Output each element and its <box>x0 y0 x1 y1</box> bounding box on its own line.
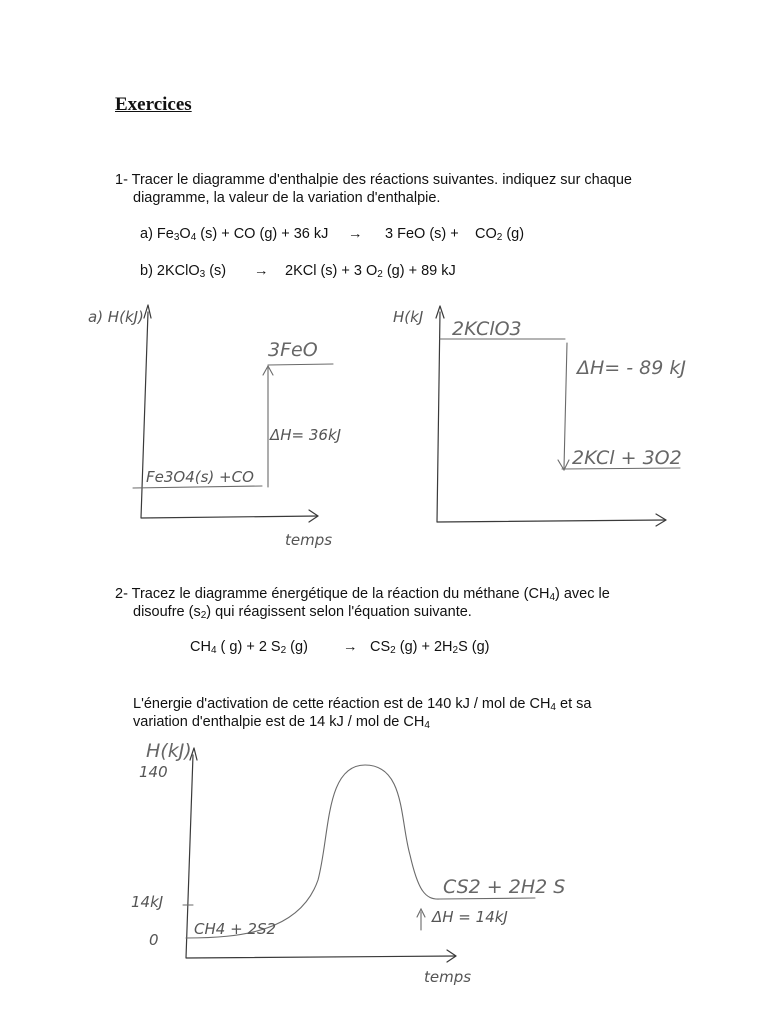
ex2-text: 2- Tracez le diagramme énergétique de la réaction du méthane (CH <box>115 586 550 602</box>
eq-a-sub: 4 <box>190 232 197 243</box>
eq-b-sub: 3 <box>199 269 206 280</box>
diagram-c-delta-label: ΔH = 14kJ <box>432 908 508 926</box>
eq2-arrow: → <box>343 639 358 655</box>
exercise-1-instruction-line-2: diagramme, la valeur de la variation d'enthalpie. <box>133 190 441 206</box>
eq-b-part: (g) + 89 kJ <box>382 263 456 279</box>
eq2-part: CH <box>190 639 211 655</box>
ex2-text: ) avec le <box>555 586 610 602</box>
eq2-part: ( g) + 2 S <box>216 639 281 655</box>
ex2-sub: 4 <box>549 592 555 603</box>
eq-a-part: CO <box>475 226 497 242</box>
diagram-c-level-label: 14kJ <box>131 893 164 911</box>
ex2-sub: 2 <box>200 610 207 621</box>
eq2-sub: 2 <box>452 645 459 656</box>
exercise-1-instruction-line-1: 1- Tracer le diagramme d'enthalpie des réactions suivantes. indiquez sur chaque <box>115 172 633 188</box>
diagram-a-delta-label: ΔH= 36kJ <box>270 426 342 444</box>
diagram-b-delta-label: ΔH= - 89 kJ <box>577 357 686 379</box>
diagram-c-zero-label: 0 <box>149 931 159 949</box>
diagram-b-delta-arrow <box>564 343 567 468</box>
act-text: et sa <box>555 696 592 712</box>
eq2-part: (g) + 2H <box>395 639 453 655</box>
diagram-c-axis-label: H(kJ) <box>146 740 192 762</box>
eq-a-part: (s) + CO (g) + 36 kJ <box>196 226 329 242</box>
diagram-b-product-label: 2KCl + 3O2 <box>572 447 682 469</box>
energy-diagram-methane <box>131 740 565 986</box>
diagram-a-product-level <box>268 364 333 365</box>
diagram-a-axis-label: a) H(kJ) <box>88 308 144 326</box>
diagram-b-reactant-label: 2KClO3 <box>452 318 522 340</box>
eq-b-arrow: → <box>254 263 269 279</box>
ex2-text: disoufre (s <box>133 604 201 620</box>
enthalpy-diagram-a <box>88 305 341 549</box>
eq-b-sub: 2 <box>377 269 383 280</box>
eq2-part: CS <box>370 639 391 655</box>
diagram-c-product-label: CS2 + 2H2 S <box>443 876 566 898</box>
eq-b-part: 2KCl (s) + 3 O <box>285 263 378 279</box>
act-text: L'énergie d'activation de cette réaction est de 140 kJ / mol de CH <box>133 696 551 712</box>
eq2-sub: 2 <box>390 645 396 656</box>
diagram-a-product-label: 3FeO <box>268 339 318 361</box>
diagram-c-reactant-label: CH4 + 2S2 <box>194 920 277 938</box>
diagram-b-axis-label: H(kJ <box>393 308 424 326</box>
eq2-part: S (g) <box>458 639 490 655</box>
eq-b-part: b) 2KClO <box>140 263 200 279</box>
eq2-sub: 4 <box>210 645 217 656</box>
act-text: variation d'enthalpie est de 14 kJ / mol de CH <box>133 714 425 730</box>
eq-b-part: (s) <box>205 263 227 279</box>
eq-a-sub: 3 <box>173 232 180 243</box>
act-sub: 4 <box>550 702 556 713</box>
eq-a-sub: 2 <box>496 232 503 243</box>
diagram-c-time-label: temps <box>424 968 472 986</box>
enthalpy-diagram-b <box>393 306 686 526</box>
diagram-a-time-label: temps <box>285 531 333 549</box>
diagram-a-reactant-label: Fe3O4(s) +CO <box>146 468 254 486</box>
eq-a-part: a) Fe <box>140 226 174 242</box>
act-sub: 4 <box>424 720 430 731</box>
eq-a-part: (g) <box>502 226 525 242</box>
ex2-text: ) qui réagissent selon l'équation suivante. <box>206 604 472 620</box>
page-title: Exercices <box>115 94 192 115</box>
eq-a-part: O <box>179 226 191 242</box>
diagram-b-axes <box>437 312 666 522</box>
eq2-sub: 2 <box>280 645 287 656</box>
eq-a-part: 3 FeO (s) + <box>385 226 459 242</box>
eq-a-arrow: → <box>348 226 363 242</box>
diagram-c-peak-label: 140 <box>139 763 168 781</box>
diagram-a-reactant-level <box>133 486 262 488</box>
eq2-part: (g) <box>286 639 308 655</box>
